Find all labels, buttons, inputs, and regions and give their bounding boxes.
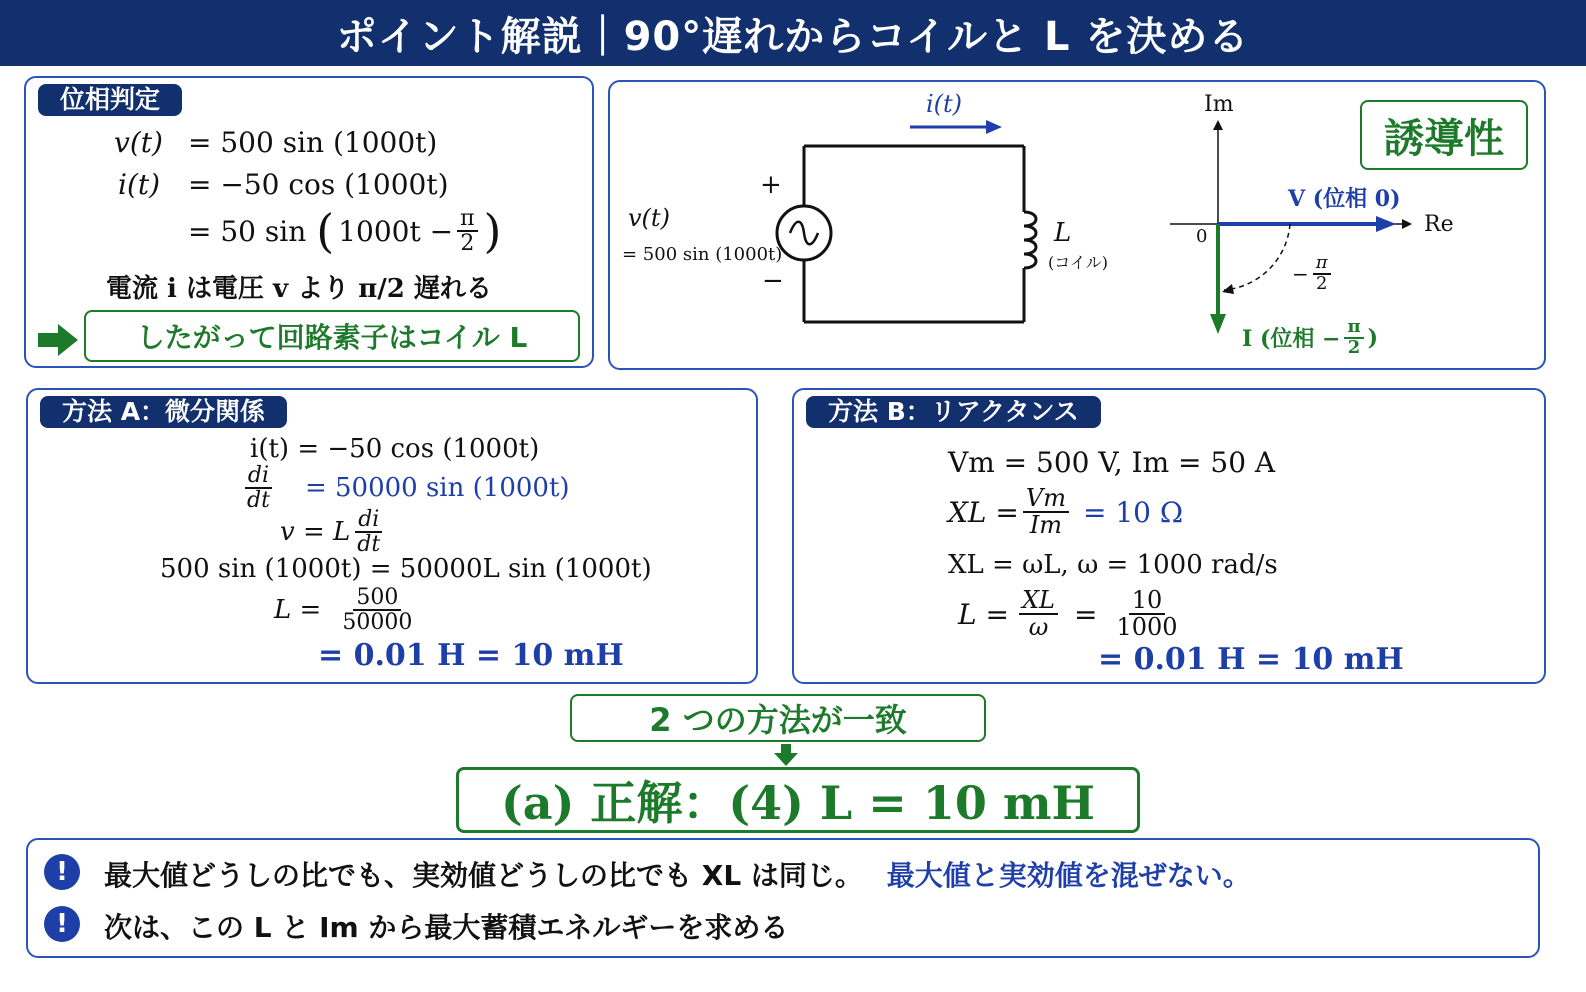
phase-panel-tag: 位相判定 — [38, 84, 182, 116]
eq2-rhs: = −50 cos (1000t) — [188, 168, 449, 201]
note-2: 次は、この L と Im から最大蓄積エネルギーを求める — [104, 911, 789, 944]
note-1-emphasis: 最大値と実効値を混ぜない。 — [886, 859, 1251, 892]
circuit-wires — [804, 146, 1024, 322]
current-phasor-close: ) — [1367, 324, 1379, 351]
method-b-line4 — [958, 588, 1185, 640]
re-axis-label: Re — [1424, 212, 1454, 237]
eq1-rhs: = 500 sin (1000t) — [188, 126, 438, 159]
current-phasor-label — [1242, 318, 1378, 358]
plus-sign: + — [760, 170, 782, 200]
method-a-line1: i(t) = −50 cos (1000t) — [250, 434, 540, 464]
current-label: i(t) — [926, 90, 963, 118]
pi-over-2-fraction: $\frac{\pi}{2}$ — [457, 207, 477, 255]
agreement-box: 2 つの方法が一致 — [570, 694, 986, 742]
voltage-phasor-label: V (位相 0) — [1288, 186, 1401, 212]
origin-label: 0 — [1196, 226, 1208, 247]
method-a-line3 — [280, 508, 387, 556]
method-a-result: = 0.01 H = 10 mH — [318, 638, 624, 673]
current-phase-fraction: $\frac{\pi}{2}$ — [1344, 318, 1363, 358]
note-1 — [104, 854, 1251, 894]
method-a-line2 — [240, 464, 570, 512]
10-over-1000-fraction: $\frac{10}{1000}$ — [1116, 586, 1178, 642]
voltage-phasor-head — [1376, 216, 1396, 232]
note-1-main: 最大値どうしの比でも、実効値どうしの比でも XL は同じ。 — [104, 859, 863, 892]
l-equals: L = — [274, 595, 322, 626]
notes-panel — [26, 838, 1540, 958]
angle-sign: − — [1292, 261, 1309, 286]
method-a-panel — [26, 388, 758, 684]
exclamation-icon: ! — [44, 906, 80, 942]
phase-angle-arc — [1224, 224, 1290, 290]
lag-text: 電流 i は電圧 v より π/2 遅れる — [106, 274, 492, 304]
method-b-line2 — [948, 486, 1183, 538]
re-axis-arrow — [1402, 219, 1412, 229]
eq1-lhs: v(t) — [114, 126, 163, 159]
im-axis-arrow — [1213, 120, 1223, 130]
phase-angle-arc-head — [1222, 284, 1234, 294]
di-dt-fraction-2: $\frac{di}{dt}$ — [354, 508, 383, 556]
method-a-derivative: = 50000 sin (1000t) — [304, 473, 570, 504]
method-a-line4: 500 sin (1000t) = 50000L sin (1000t) — [160, 554, 652, 584]
500-over-50000-fraction: $\frac{500}{50000}$ — [342, 585, 413, 636]
angle-label — [1292, 254, 1335, 294]
page-title: ポイント解説｜90°遅れからコイルと L を決める — [0, 0, 1586, 66]
inductor-label: L — [1054, 218, 1072, 248]
method-a-line5 — [274, 586, 419, 634]
minus-sign: − — [762, 266, 784, 296]
method-b-result: = 0.01 H = 10 mH — [1098, 642, 1404, 677]
vm-over-im-fraction: $\frac{Vm}{Im}$ — [1023, 486, 1069, 538]
method-b-line1: Vm = 500 V, Im = 50 A — [948, 446, 1276, 479]
l-equals-b: L = — [958, 597, 1009, 631]
eq3-b: 1000t − — [338, 214, 454, 248]
diagram-panel — [608, 80, 1546, 370]
method-b-panel — [792, 388, 1546, 684]
inductive-badge: 誘導性 — [1360, 100, 1528, 170]
answer-box: (a) 正解：(4) L = 10 mH — [456, 767, 1140, 833]
phase-panel — [24, 76, 594, 368]
method-b-line3: XL = ωL, ω = 1000 rad/s — [948, 550, 1278, 580]
im-axis-label: Im — [1204, 92, 1234, 117]
equals-sign: = — [1074, 597, 1098, 631]
right-arrow-icon — [38, 324, 78, 360]
method-b-tag: 方法 B：リアクタンス — [806, 396, 1101, 428]
eq2-lhs: i(t) — [118, 168, 161, 201]
eq3: = 50 sin ( 1000t − $\frac{\pi}{2}$ ) — [188, 204, 502, 258]
current-arrow-head — [986, 120, 1002, 134]
reactance-value: = 10 Ω — [1082, 495, 1184, 529]
angle-fraction: $\frac{\pi}{2}$ — [1313, 254, 1331, 294]
xl-equals: XL = — [948, 495, 1019, 529]
inductor-coil-symbol — [1024, 212, 1036, 268]
conclusion-box: したがって回路素子はコイル L — [84, 310, 580, 362]
v-equals-l: v = L — [280, 517, 351, 548]
source-equation: = 500 sin (1000t) — [622, 244, 783, 265]
xl-over-omega-fraction: $\frac{XL}{\omega}$ — [1019, 588, 1058, 640]
current-phasor-text: I (位相 − — [1242, 326, 1341, 353]
inductor-sublabel: (コイル) — [1048, 253, 1109, 272]
exclamation-icon: ! — [44, 854, 80, 890]
source-label: v(t) — [628, 204, 670, 232]
di-dt-fraction: $\frac{di}{dt}$ — [244, 464, 273, 512]
eq3-a: = 50 sin — [188, 214, 307, 248]
method-a-tag: 方法 A：微分関係 — [40, 396, 287, 428]
current-phasor-head — [1210, 314, 1226, 334]
